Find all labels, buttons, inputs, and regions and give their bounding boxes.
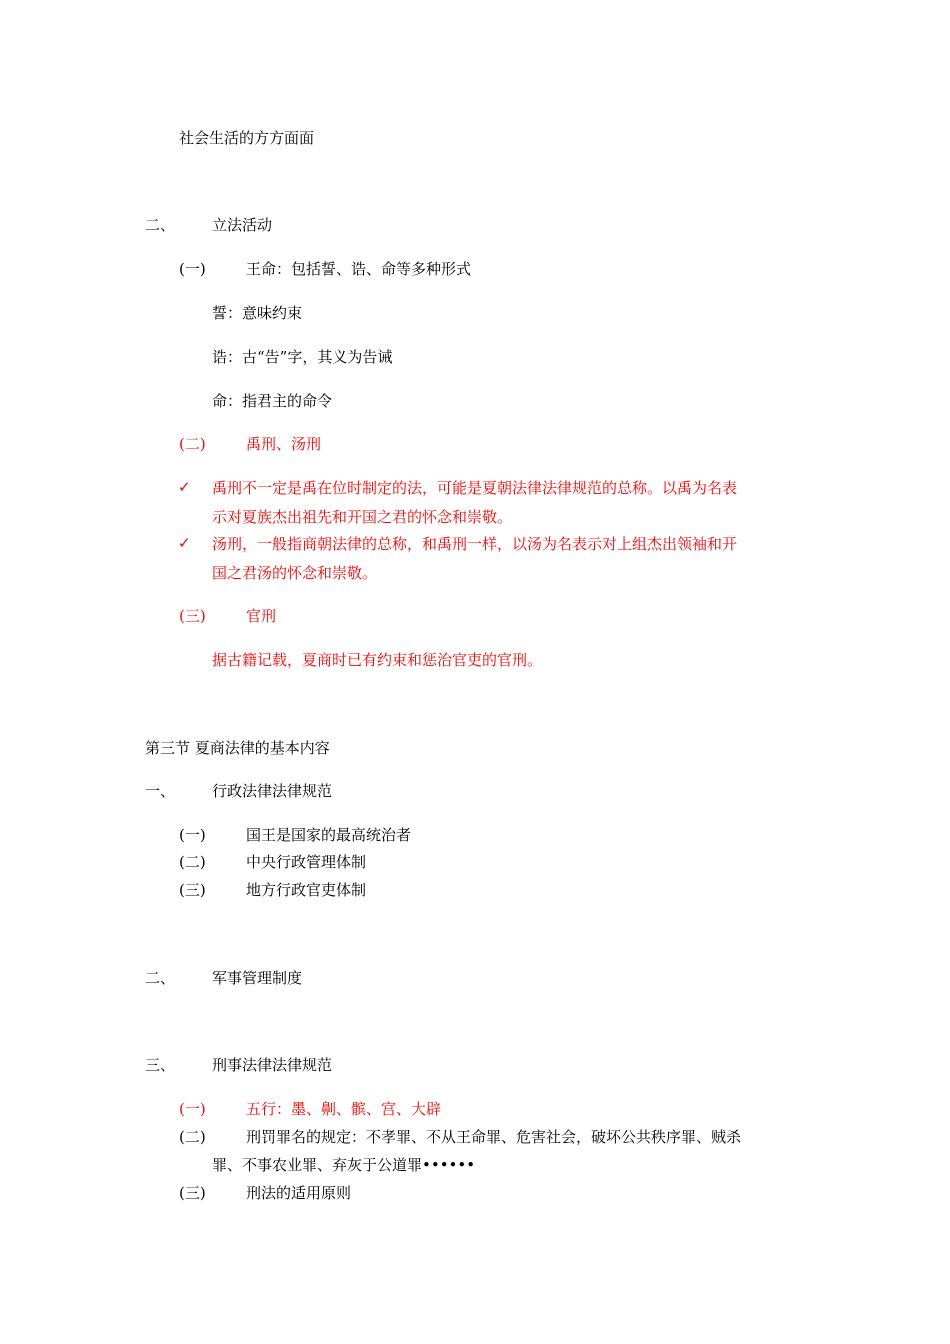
definition-line: 诰：古“告”字，其义为告诫 (212, 348, 393, 366)
definition-line: 命：指君主的命令 (212, 392, 333, 410)
subsection-text-continued: 罪、不事农业罪、弃灰于公道罪•••••• (212, 1156, 476, 1174)
paragraph-text: 据古籍记载，夏商时已有约束和惩治官吏的官刑。 (212, 651, 543, 669)
subsection-text: 国王是国家的最高统治者 (246, 826, 412, 844)
subsection-number: (二) (179, 853, 206, 871)
section-heading: 立法活动 (212, 216, 273, 234)
checkmark-icon: ✓ (178, 534, 191, 552)
bullet-text: 国之君汤的怀念和崇敬。 (212, 564, 378, 582)
definition-line: 誓：意味约束 (212, 304, 303, 322)
subsection-text: 五行：墨、劓、髌、宫、大辟 (246, 1100, 442, 1118)
intro-text: 社会生活的方方面面 (179, 129, 315, 147)
section-heading: 行政法律法律规范 (212, 782, 333, 800)
subsection-text: 王命：包括誓、诰、命等多种形式 (246, 260, 472, 278)
subsection-text: 官刑 (246, 607, 277, 625)
subsection-text: 禹刑、汤刑 (246, 435, 322, 453)
subsection-number: (三) (179, 881, 206, 899)
section-number: 一、 (145, 782, 176, 800)
chapter-section-title: 第三节 夏商法律的基本内容 (145, 739, 330, 757)
subsection-text: 中央行政管理体制 (246, 853, 367, 871)
section-heading: 刑事法律法律规范 (212, 1056, 333, 1074)
bullet-text: 禹刑不一定是禹在位时制定的法，可能是夏朝法律法律规范的总称。以禹为名表 (212, 479, 738, 497)
subsection-text: 刑罚罪名的规定：不孝罪、不从王命罪、危害社会，破坏公共秩序罪、贼杀 (246, 1128, 742, 1146)
section-number: 三、 (145, 1056, 176, 1074)
subsection-number: (二) (179, 1128, 206, 1146)
subsection-number: (二) (179, 435, 206, 453)
section-number: 二、 (145, 969, 176, 987)
subsection-number: (三) (179, 607, 206, 625)
subsection-number: (一) (179, 826, 206, 844)
subsection-number: (一) (179, 1100, 206, 1118)
bullet-text: 汤刑，一般指商朝法律的总称，和禹刑一样，以汤为名表示对上组杰出领袖和开 (212, 535, 738, 553)
section-heading: 军事管理制度 (212, 969, 303, 987)
section-number: 二、 (145, 216, 176, 234)
checkmark-icon: ✓ (178, 478, 191, 496)
subsection-text: 地方行政官吏体制 (246, 881, 367, 899)
subsection-number: (一) (179, 260, 206, 278)
subsection-number: (三) (179, 1184, 206, 1202)
subsection-text: 刑法的适用原则 (246, 1184, 352, 1202)
bullet-text: 示对夏族杰出祖先和开国之君的怀念和崇敬。 (212, 508, 513, 526)
